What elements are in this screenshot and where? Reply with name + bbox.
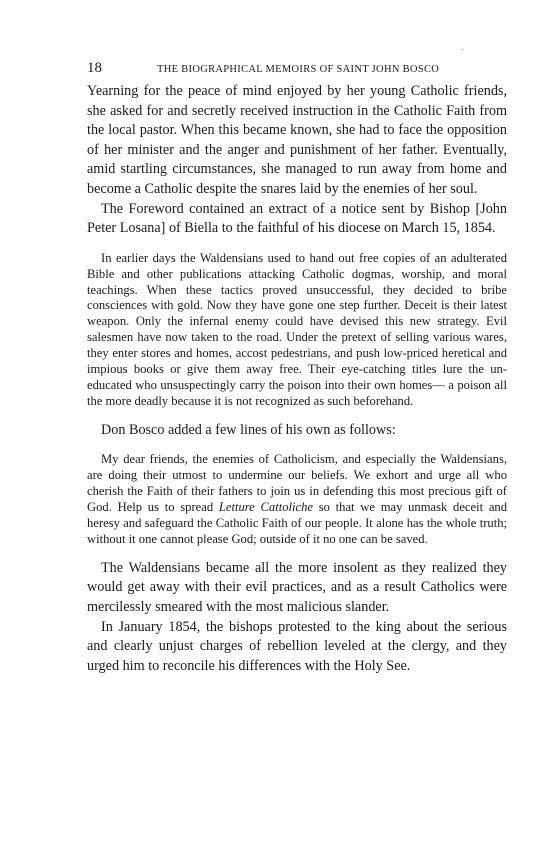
page-number: 18 [87, 60, 102, 76]
publication-title: Letture Cattoliche [218, 500, 313, 515]
paragraph-2: The Foreword contained an extract of a notice sent by Bishop [John Peter Losana] of Biella to the faithful of his diocese on March 15, 1854. [87, 200, 507, 237]
paragraph-5: In January 1854, the bishops protested to the king about the serious and clearly unjust charges of rebellion leveled at the clergy, and they urged him to reconcile his differences with the Holy See. [87, 618, 507, 674]
book-page [87, 60, 507, 676]
running-head: THE BIOGRAPHICAL MEMOIRS OF SAINT JOHN BOSCO [157, 64, 440, 75]
paragraph-3: Don Bosco added a few lines of his own as follows: [101, 421, 396, 438]
corner-mark: - [461, 45, 464, 54]
paragraph-1: Yearning for the peace of mind enjoyed by her young Catholic friends, she asked for and secretly received instruction in the Catholic Faith from the local pastor. When this became known, she had to face the opposition of her minister and the anger and punishment of her father. Eventually, amid startling circumstances, she managed to run away from home and become a Catholic despite the snares laid by the enemies of her soul. [87, 83, 507, 197]
page-header [87, 60, 507, 82]
block-quote-1: In earlier days the Waldensians used to hand out free copies of an adulterated Bible and other publications attacking Catholic dogmas, worship, and moral teachings. When these tactics proved unsuccessful, they decided to bribe consciences with gold. Now they have gone one step further. Deceit is their latest weapon. Only the infernal enemy could have devised this new strategy. Evil salesmen have now taken to the road. Under the pretext of selling various wares, they enter stores and homes, accost pedestrians, and push low-priced heretical and impious books or give them away free. Their eye-catching titles lure the uneducated who unsuspectingly carry the poison into their own homes— a poison all the more deadly because it is not recognized as such beforehand. [87, 250, 507, 408]
block-quote-2 [87, 452, 507, 547]
paragraph-4: The Waldensians became all the more insolent as they realized they would get away with their evil practices, and as a result Catholics were mercilessly smeared with the most malicious slander. [87, 559, 507, 616]
quote-2-text-start: My dear friends, the enemies of Catholicism, and especially the Waldensians, are doing their utmost to undermine our beliefs. We exhort and urge all who cherish the Faith of their fathers to join us in defending this most precious gift of God. Help us to spread [87, 452, 507, 515]
quote-2-text-end: so that we may unmask deceit and heresy and safeguard the Catholic Faith of our people. It alone has the whole truth; without it one cannot please God; outside of it no one can be saved. [87, 500, 508, 546]
